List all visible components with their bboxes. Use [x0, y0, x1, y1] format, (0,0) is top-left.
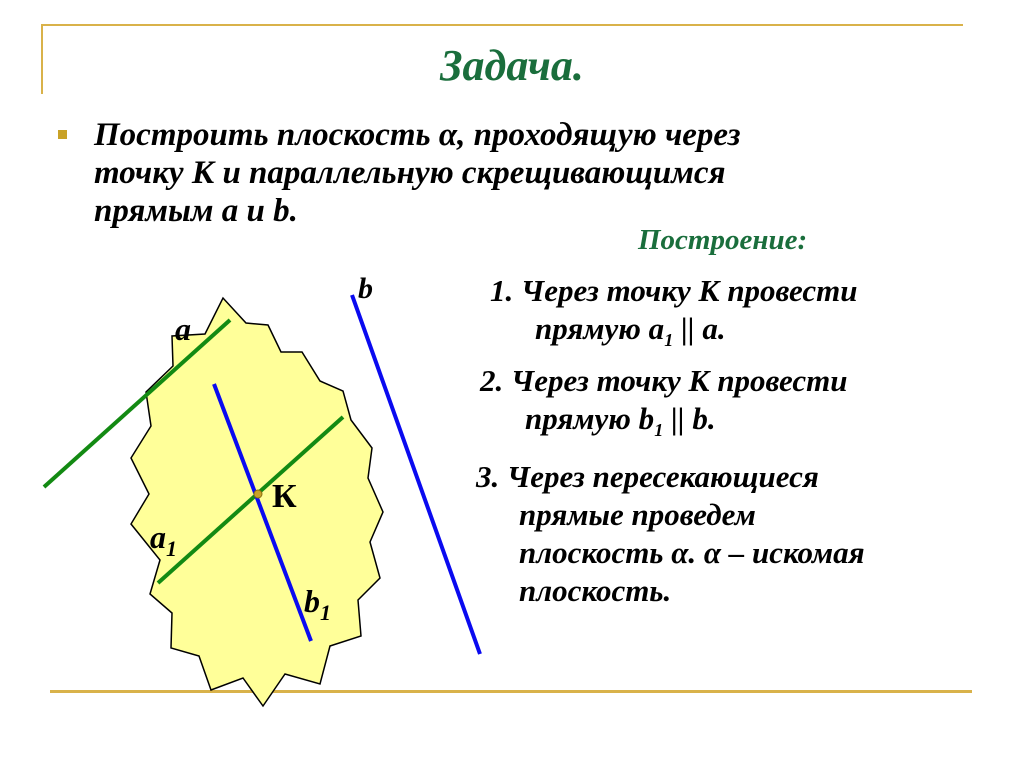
- step-1-line-2: прямую $a_1$ || a.: [535, 311, 726, 351]
- step-3-line-4: плоскость.: [519, 573, 672, 608]
- problem-line-2: точку К и параллельную скрещивающимся: [94, 155, 726, 191]
- point-K: [254, 490, 262, 498]
- problem-line-3: прямым a и b.: [94, 193, 298, 229]
- slide-title: Задача.: [440, 41, 584, 90]
- label-K: К: [272, 478, 297, 515]
- step-3-line-1: 3. Через пересекающиеся: [476, 459, 819, 494]
- step-3-line-2: прямые проведем: [519, 497, 756, 532]
- label-a: a: [175, 311, 191, 347]
- label-a1: $a_1$: [150, 519, 177, 561]
- step-2-line-1: 2. Через точку К провести: [480, 363, 848, 398]
- line-b: [352, 295, 480, 654]
- step-3-line-3: плоскость α. α – искомая: [519, 535, 865, 570]
- problem-line-1: Построить плоскость α, проходящую через: [94, 117, 741, 153]
- label-b: b: [358, 272, 373, 305]
- step-1-line-1: 1. Через точку К провести: [490, 273, 858, 308]
- construction-heading: Построение:: [638, 224, 808, 256]
- label-b1: $b_1$: [304, 583, 331, 625]
- step-2-line-2: прямую $b_1$ || b.: [525, 401, 716, 441]
